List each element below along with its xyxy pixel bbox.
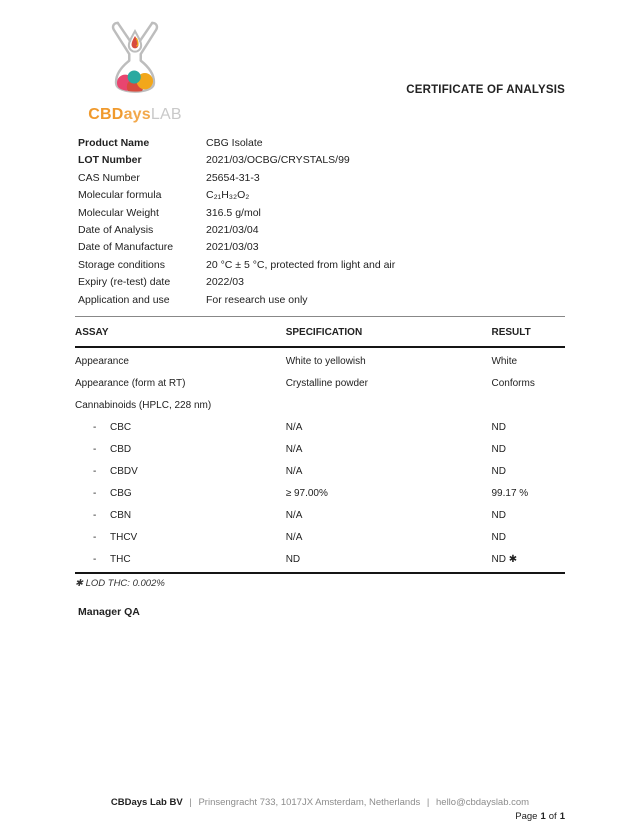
detail-label: Date of Manufacture bbox=[78, 241, 174, 254]
assay-cell bbox=[75, 461, 286, 483]
assay-cell bbox=[75, 527, 286, 549]
detail-label: Product Name bbox=[78, 137, 150, 149]
cannabinoid-name: CBC bbox=[110, 422, 132, 433]
page-footer bbox=[0, 797, 640, 808]
result-cell: ND bbox=[491, 422, 506, 433]
result-cell: Conforms bbox=[491, 378, 535, 389]
result-cell: White bbox=[491, 356, 518, 367]
column-header-result: RESULT bbox=[491, 317, 565, 348]
detail-row-date-of-manufacture bbox=[78, 241, 395, 258]
list-dash: - bbox=[93, 466, 97, 477]
detail-value: 2022/03 bbox=[206, 276, 244, 289]
detail-value: CBG Isolate bbox=[206, 137, 263, 149]
detail-value: 2021/03/OCBG/CRYSTALS/99 bbox=[206, 154, 350, 167]
table-row-thcv bbox=[75, 527, 565, 549]
detail-label: Expiry (re-test) date bbox=[78, 276, 171, 289]
detail-value: 2021/03/03 bbox=[206, 241, 259, 254]
page-number-current: 1 bbox=[540, 811, 546, 822]
spec-cell: White to yellowish bbox=[285, 356, 366, 367]
assay-table bbox=[75, 316, 565, 574]
assay-cell bbox=[75, 549, 286, 574]
cannabinoid-name: CBDV bbox=[110, 466, 138, 477]
page-number-prefix: Page bbox=[515, 811, 538, 822]
logo-wordmark bbox=[80, 106, 190, 124]
footer-separator: | bbox=[426, 797, 430, 808]
result-cell bbox=[491, 395, 565, 417]
list-dash: - bbox=[93, 488, 97, 499]
detail-value: 20 °C ± 5 °C, protected from light and air bbox=[206, 258, 396, 271]
table-row-cbd bbox=[75, 439, 565, 461]
page-number-of: of bbox=[548, 811, 557, 822]
list-dash: - bbox=[93, 422, 97, 433]
table-row-cbdv bbox=[75, 461, 565, 483]
detail-row-date-of-analysis bbox=[78, 224, 395, 241]
assay-header-row bbox=[75, 317, 565, 348]
page-number-total: 1 bbox=[559, 811, 565, 822]
footer-company-name: CBDays Lab BV bbox=[110, 797, 183, 808]
assay-cell: Appearance bbox=[75, 356, 129, 367]
table-row-appearance bbox=[75, 347, 565, 373]
detail-value: 2021/03/04 bbox=[206, 223, 259, 236]
table-row-appearance-form bbox=[75, 373, 565, 395]
spec-cell: Crystalline powder bbox=[285, 378, 368, 389]
detail-row-expiry-date bbox=[78, 276, 395, 293]
spec-cell: ≥ 97.00% bbox=[285, 488, 328, 499]
detail-row-cas-number bbox=[78, 172, 395, 189]
result-cell: ND bbox=[491, 444, 506, 455]
detail-row-product-name bbox=[78, 137, 395, 154]
wordmark-cbd: CBD bbox=[88, 106, 124, 123]
spec-cell: N/A bbox=[285, 510, 303, 521]
detail-row-molecular-formula bbox=[78, 189, 395, 206]
detail-value: 25654-31-3 bbox=[206, 171, 260, 184]
wordmark-ays: ays bbox=[123, 106, 151, 123]
table-row-cbc bbox=[75, 417, 565, 439]
detail-label: Molecular Weight bbox=[78, 206, 159, 219]
table-row-thc bbox=[75, 549, 565, 574]
spec-cell: N/A bbox=[285, 532, 303, 543]
cannabinoid-name: THC bbox=[110, 554, 131, 565]
detail-row-lot-number bbox=[78, 154, 395, 171]
list-dash: - bbox=[93, 532, 97, 543]
spec-cell: N/A bbox=[285, 466, 303, 477]
detail-row-application-and-use bbox=[78, 294, 395, 311]
result-cell: ND bbox=[491, 466, 506, 477]
spec-cell: N/A bbox=[285, 422, 303, 433]
footer-email: hello@cbdayslab.com bbox=[436, 797, 530, 808]
result-cell: ND bbox=[491, 510, 506, 521]
assay-cell: Cannabinoids (HPLC, 228 nm) bbox=[75, 400, 212, 411]
result-cell: ND ✱ bbox=[491, 549, 565, 574]
footer-separator: | bbox=[189, 797, 192, 808]
detail-value: For research use only bbox=[206, 293, 308, 306]
detail-label: Date of Analysis bbox=[78, 223, 154, 236]
result-cell: 99.17 % bbox=[491, 488, 529, 499]
table-row-cannabinoids-section bbox=[75, 395, 565, 417]
assay-section bbox=[75, 316, 565, 589]
spec-cell bbox=[286, 395, 492, 417]
assay-cell bbox=[75, 483, 286, 505]
list-dash: - bbox=[93, 554, 97, 565]
document-title: CERTIFICATE OF ANALYSIS bbox=[406, 84, 565, 96]
cannabinoid-name: THCV bbox=[110, 532, 138, 543]
detail-label: Molecular formula bbox=[78, 189, 162, 202]
detail-row-molecular-weight bbox=[78, 207, 395, 224]
list-dash: - bbox=[93, 444, 97, 455]
signature-label: Manager QA bbox=[78, 606, 140, 618]
assay-cell bbox=[75, 505, 286, 527]
detail-label: Storage conditions bbox=[78, 258, 165, 271]
column-header-assay: ASSAY bbox=[75, 317, 286, 348]
cannabinoid-name: CBD bbox=[110, 444, 132, 455]
product-details bbox=[78, 137, 395, 311]
assay-cell bbox=[75, 417, 286, 439]
column-header-specification: SPECIFICATION bbox=[286, 317, 492, 348]
table-row-cbg bbox=[75, 483, 565, 505]
company-logo bbox=[80, 18, 190, 124]
detail-value: 316.5 g/mol bbox=[206, 206, 261, 219]
detail-row-storage-conditions bbox=[78, 259, 395, 276]
cannabinoid-name: CBN bbox=[110, 510, 132, 521]
result-cell: ND bbox=[491, 532, 506, 543]
detail-value: C₂₁H₃₂O₂ bbox=[206, 189, 250, 202]
list-dash: - bbox=[93, 510, 97, 521]
lod-footnote: ✱ LOD THC: 0.002% bbox=[75, 578, 165, 589]
spec-cell: N/A bbox=[285, 444, 303, 455]
flask-logo-icon bbox=[80, 18, 190, 105]
assay-cell bbox=[75, 439, 286, 461]
detail-label: LOT Number bbox=[78, 154, 142, 167]
page-number bbox=[512, 811, 565, 822]
footer-address: Prinsengracht 733, 1017JX Amsterdam, Netherlands bbox=[198, 797, 421, 808]
cannabinoid-name: CBG bbox=[110, 488, 132, 499]
wordmark-lab: LAB bbox=[150, 106, 182, 123]
detail-label: CAS Number bbox=[78, 171, 140, 184]
table-row-cbn bbox=[75, 505, 565, 527]
detail-label: Application and use bbox=[78, 293, 170, 306]
spec-cell: ND bbox=[286, 549, 492, 574]
assay-cell: Appearance (form at RT) bbox=[75, 378, 186, 389]
